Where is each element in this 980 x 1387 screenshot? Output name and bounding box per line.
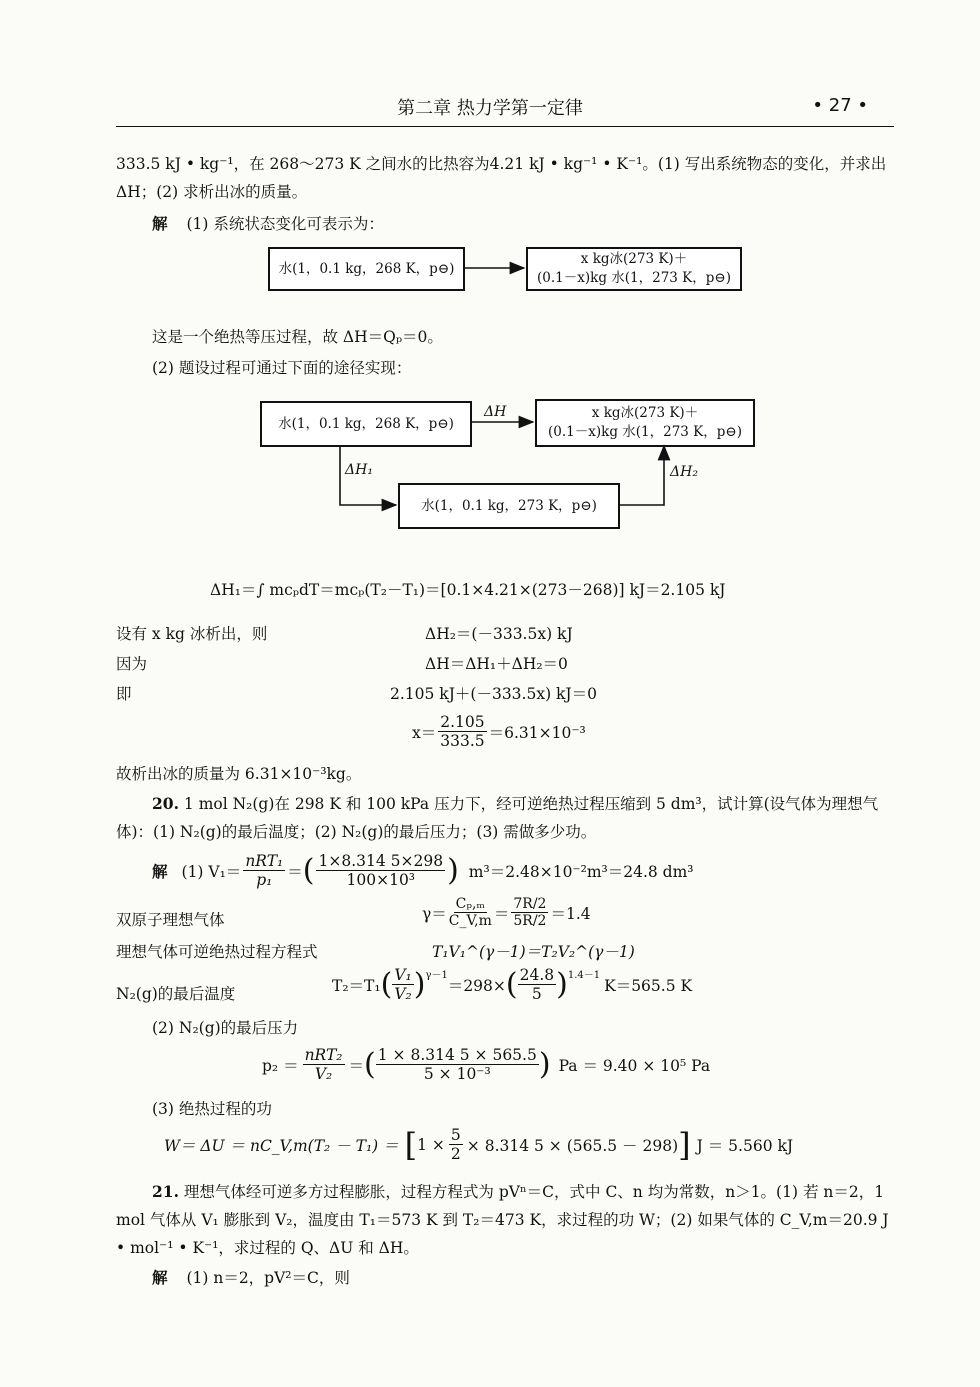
work-equation: W＝ ΔU ＝ nC_V,m(T₂ － T₁) ＝ [ 1 × $\frac{5}{2}$ × 8.314 5 × (565.5 － 298) ] J ＝ 5.560 kJ — [164, 1125, 794, 1164]
temp-lhs: T₂＝T₁ — [332, 976, 381, 995]
adiabatic-statement: 这是一个绝热等压过程，故 ΔH＝Qₚ＝0。 — [152, 328, 443, 346]
x-numerator: 2.105 — [440, 713, 485, 731]
state-label-line2: (0.1－x)kg 水(1，273 K，p⊖) — [548, 424, 742, 440]
temp-exponent: γ－1 — [425, 970, 448, 981]
ice-mass-conclusion: 故析出冰的质量为 6.31×10⁻³kg。 — [116, 765, 362, 783]
p2-inner-fraction — [376, 1046, 539, 1083]
work-denominator: 2 — [450, 1145, 461, 1163]
p2-equation: p₂ ＝ nRT₂ V₂ ＝ ( $\frac{1 \times 8.314 5 \times 565.5}{\text{5 × 10⁻³}}$ ) Pa ＝ 9.40 × 10⁵ Pa — [262, 1046, 711, 1083]
diatomic-label: 双原子理想气体 — [116, 911, 225, 929]
work-fraction — [449, 1126, 463, 1163]
adiabatic-equation-label: 理想气体可逆绝热过程方程式 — [116, 943, 318, 961]
v1-equation: 解 (1) V₁＝ nRT₁ p₁ ＝ ( $\frac{1\times 8.314 5\times 298}{\text{100×10³}}$ ) m³＝2.48×10⁻²m³＝24.8 dm³ — [152, 852, 694, 889]
row3-equation: 2.105 kJ＋(－333.5x) kJ＝0 — [390, 685, 598, 703]
v1-denominator: p₁ — [256, 871, 273, 889]
gamma-numerator-2: 7R/2 — [513, 896, 547, 912]
p2-inner-denominator: 5 × 10⁻³ — [423, 1065, 491, 1083]
p2-numerator: nRT₂ — [304, 1046, 343, 1064]
gamma-numerator: Cₚ,ₘ — [455, 896, 485, 912]
row1-equation: ΔH₂＝(－333.5x) kJ — [425, 625, 573, 643]
v1-numerator: nRT₁ — [245, 852, 284, 870]
problem-text: 理想气体经可逆多方过程膨胀，过程方程式为 pVⁿ＝C，式中 C、n 均为常数，n＞1。(1) 若 n＝2，1 mol 气体从 V₁ 膨胀到 V₂，温度由 T₁＝573 K 到 T₂＝473 K，求过程的功 W；(2) 如果气体的 C_V,m＝20.9 J • mol⁻¹ • K⁻¹，求过程的 Q、ΔU 和 ΔH。 — [116, 1183, 889, 1257]
delta-h2-label: ΔH₂ — [670, 464, 698, 480]
state-label-line1: x kg冰(273 K)＋ — [580, 251, 688, 267]
temp-fraction-2 — [518, 966, 557, 1003]
v1-fraction — [243, 852, 285, 889]
problem-20 — [116, 790, 894, 846]
work-numerator: 5 — [450, 1126, 461, 1144]
state-label: 水(1，0.1 kg，268 K，p⊖) — [278, 415, 454, 432]
state-label: 水(1，0.1 kg，268 K，p⊖) — [278, 260, 455, 277]
v1-inner-fraction — [316, 852, 445, 889]
p2-fraction — [303, 1046, 345, 1083]
delta-h1-equation: ΔH₁＝∫ mcₚdT＝mcₚ(T₂－T₁)＝[0.1×4.21×(273－268)] kJ＝2.105 kJ — [210, 581, 726, 599]
x-denominator: 333.5 — [440, 732, 485, 750]
temp-numerator: V₁ — [394, 966, 412, 984]
temp-result: K＝565.5 K — [604, 976, 693, 995]
v1-result: m³＝2.48×10⁻²m³＝24.8 dm³ — [468, 862, 694, 881]
work-lhs: W＝ ΔU ＝ nC_V,m(T₂ － T₁) ＝ — [164, 1136, 399, 1155]
solution-19-part2: (2) 题设过程可通过下面的途径实现： — [152, 359, 412, 377]
x-equation — [412, 713, 586, 750]
page-number: • 27 • — [812, 95, 868, 116]
problem-number: 21. — [152, 1182, 179, 1201]
gamma-denominator: C_V,m — [448, 913, 492, 929]
state-label: 水(1，0.1 kg，273 K，p⊖) — [421, 497, 597, 514]
x-fraction — [438, 713, 486, 750]
solution-label: 解 — [152, 1268, 168, 1287]
row3-label: 即 — [116, 685, 132, 703]
v1-prefix: (1) V₁＝ — [181, 862, 242, 881]
diagram2-right-path — [618, 446, 664, 505]
v1-inner-numerator: 1×8.314 5×298 — [318, 852, 444, 870]
temp-mid: ＝298× — [447, 976, 506, 995]
final-pressure-label: (2) N₂(g)的最后压力 — [152, 1019, 299, 1037]
p2-lhs: p₂ ＝ — [262, 1056, 299, 1075]
temp-fraction — [392, 966, 413, 1003]
v1-inner-denominator: 100×10³ — [346, 871, 416, 889]
work-result: J ＝ 5.560 kJ — [696, 1136, 794, 1155]
gamma-fraction-2 — [511, 896, 548, 929]
solution-text: (1) 系统状态变化可表示为： — [186, 215, 384, 233]
work-label: (3) 绝热过程的功 — [152, 1100, 272, 1118]
chapter-title: 第二章 热力学第一定律 — [397, 98, 583, 119]
temp-numerator-2: 24.8 — [519, 966, 555, 984]
row2-equation: ΔH＝ΔH₁＋ΔH₂＝0 — [425, 655, 568, 673]
problem-number: 20. — [152, 794, 179, 813]
problem-text: 1 mol N₂(g)在 298 K 和 100 kPa 压力下，经可逆绝热过程压缩到 5 dm³，试计算(设气体为理想气体)：(1) N₂(g)的最后温度；(2) N₂(g)的最后压力；(3) 需做多少功。 — [116, 795, 879, 841]
gamma-result: ＝1.4 — [550, 904, 591, 923]
final-temp-equation: T₂＝T₁ ( $\frac{\text{V₁}}{\text{V₂}}$ ) $^{\gamma-1}$ ＝298× ( $\frac{24.8}{5}$ ) $^{1.4-1}$ K＝565.5 K — [332, 966, 693, 1003]
temp-denominator: V₂ — [394, 985, 412, 1003]
delta-h-label: ΔH — [484, 404, 507, 420]
solution-21 — [152, 1266, 350, 1288]
row1-label: 设有 x kg 冰析出，则 — [116, 625, 268, 643]
work-inner-pre: 1 × — [417, 1135, 445, 1154]
gamma-denominator-2: 5R/2 — [513, 913, 547, 929]
solution-text: (1) n＝2，pV²＝C，则 — [186, 1269, 350, 1287]
solution-label: 解 — [152, 861, 168, 881]
state-label-line2: (0.1－x)kg 水(1，273 K，p⊖) — [537, 270, 731, 286]
temp-denominator-2: 5 — [531, 985, 542, 1003]
adiabatic-equation: T₁V₁^(γ－1)＝T₂V₂^(γ－1) — [432, 943, 635, 961]
problem-19-text: 333.5 kJ • kg⁻¹，在 268～273 K 之间水的比热容为4.21 kJ • kg⁻¹ • K⁻¹。(1) 写出系统物态的变化，并求出 ΔH；(2) 求析出冰的质量。 — [116, 155, 887, 201]
temp-exponent-2: 1.4－1 — [567, 970, 601, 981]
p2-result: Pa ＝ 9.40 × 10⁵ Pa — [558, 1056, 711, 1075]
delta-h1-label: ΔH₁ — [345, 462, 373, 478]
x-rhs: ＝6.31×10⁻³ — [488, 723, 586, 742]
solution-label: 解 — [152, 214, 168, 233]
row2-label: 因为 — [116, 655, 148, 673]
gamma-lhs: γ＝ — [422, 904, 447, 923]
diagram2-left-path — [340, 445, 396, 505]
p2-denominator: V₂ — [314, 1065, 333, 1083]
work-inner-post: × 8.314 5 × (565.5 － 298) — [466, 1136, 679, 1155]
p2-inner-numerator: 1 × 8.314 5 × 565.5 — [377, 1046, 537, 1064]
gamma-equation: γ＝ $\frac{\text{Cₚ,ₘ}}{C\_V,m}$ ＝ $\frac{7R/2}{5R/2}$ ＝1.4 — [422, 896, 591, 929]
problem-21 — [116, 1178, 894, 1262]
x-lhs: x＝ — [412, 723, 437, 742]
gamma-fraction-1 — [449, 896, 492, 929]
state-label-line1: x kg冰(273 K)＋ — [591, 405, 699, 421]
final-temp-label: N₂(g)的最后温度 — [116, 985, 236, 1003]
